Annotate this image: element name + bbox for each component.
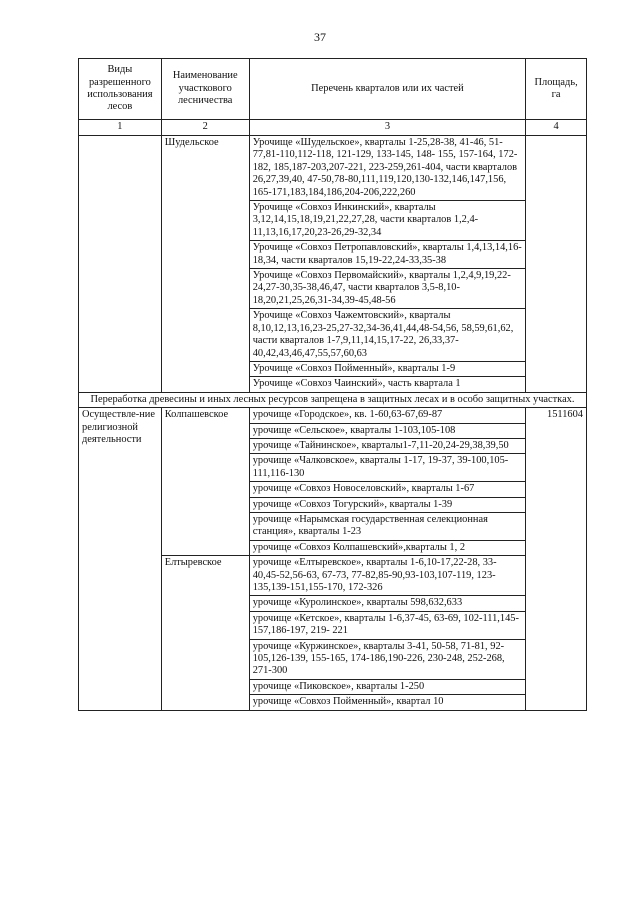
- header-forestry: Наименование участкового лесничества: [161, 59, 249, 120]
- quarter-entry: урочище «Сельское», кварталы 1-103,105-108: [249, 423, 526, 438]
- quarter-entry: урочище «Совхоз Тогурский», кварталы 1-39: [249, 497, 526, 512]
- page-number: 37: [314, 30, 326, 44]
- notice-row: [79, 392, 587, 407]
- quarter-entry: урочище «Елтыревское», кварталы 1-6,10-17,22-28, 33-40,45-52,56-63, 67-73, 77-82,85-90,93-103,107-119, 123-135,139-151,155-170, 172-326: [249, 556, 526, 596]
- column-number: 4: [526, 120, 587, 136]
- quarter-entry: урочище «Совхоз Новоселовский», кварталы 1-67: [249, 482, 526, 497]
- notice-text: Переработка древесины и иных лесных ресурсов запрещена в защитных лесах и в особо защитных участках.: [79, 392, 587, 407]
- quarter-entry: урочище «Совхоз Пойменный», квартал 10: [249, 695, 526, 710]
- forestry-name: Елтыревское: [161, 556, 249, 710]
- header-use-type: Виды разрешенного использования лесов: [79, 59, 162, 120]
- quarter-entry: урочище «Нарымская государственная селекционная станция», кварталы 1-23: [249, 512, 526, 540]
- quarter-entry: Урочище «Совхоз Первомайский», кварталы 1,2,4,9,19,22-24,27-30,35-38,46,47, части кварталов 3,5-8,10-18,20,21,25,26,31-34,39-45,48-56: [249, 269, 526, 309]
- quarter-entry: урочище «Совхоз Колпашевский»,кварталы 1, 2: [249, 540, 526, 555]
- quarter-entry: Урочище «Совхоз Инкинский», кварталы 3,12,14,15,18,19,21,22,27,28, части кварталов 1,2,4-11,13,16,17,20,23-26,29-32,34: [249, 201, 526, 241]
- quarter-entry: урочище «Пиковское», кварталы 1-250: [249, 679, 526, 694]
- quarter-entry: Урочище «Совхоз Чаинский», часть квартала 1: [249, 377, 526, 392]
- quarter-entry: урочище «Кетское», кварталы 1-6,37-45, 63-69, 102-111,145-157,186-197, 219- 221: [249, 611, 526, 639]
- quarter-entry: Урочище «Совхоз Чажемтовский», кварталы 8,10,12,13,16,23-25,27-32,34-36,41,44,48-54,56, 58,59,61,62, части кварталов 1-7,9,11,14,15,17-22, 26,33,37-40,42,43,46,47,55,57,60,63: [249, 309, 526, 362]
- quarter-entry: урочище «Куролинское», кварталы 598,632,633: [249, 596, 526, 611]
- quarter-entry: Урочище «Совхоз Пойменный», кварталы 1-9: [249, 361, 526, 376]
- column-number-row: [79, 120, 587, 136]
- quarter-entry: Урочище «Совхоз Петропавловский», кварталы 1,4,13,14,16-18,34, части кварталов 15,19-22,24-33,35-38: [249, 241, 526, 269]
- use-type-cell-empty: [79, 136, 162, 393]
- table-header-row: [79, 59, 587, 120]
- column-number: 1: [79, 120, 162, 136]
- column-number: 3: [249, 120, 526, 136]
- table-row: [79, 136, 587, 201]
- table-row: [79, 408, 587, 423]
- forestry-name: Шудельское: [161, 136, 249, 393]
- area-value: 1511604: [526, 408, 587, 711]
- quarter-entry: урочище «Городское», кв. 1-60,63-67,69-87: [249, 408, 526, 423]
- quarter-entry: урочище «Чалковское», кварталы 1-17, 19-37, 39-100,105-111,116-130: [249, 454, 526, 482]
- use-type-name: Осуществле-ние религиозной деятельности: [79, 408, 162, 711]
- header-quarters: Перечень кварталов или их частей: [249, 59, 526, 120]
- column-number: 2: [161, 120, 249, 136]
- quarter-entry: урочище «Тайнинское», кварталы1-7,11-20,24-29,38,39,50: [249, 438, 526, 453]
- area-cell-empty: [526, 136, 587, 393]
- quarter-entry: урочище «Куржинское», кварталы 3-41, 50-58, 71-81, 92-105,126-139, 155-165, 174-186,190-226, 230-248, 252-268, 271-300: [249, 639, 526, 679]
- forestry-name: Колпашевское: [161, 408, 249, 556]
- forest-use-table: [78, 58, 587, 711]
- quarter-entry: Урочище «Шудельское», кварталы 1-25,28-38, 41-46, 51-77,81-110,112-118, 121-129, 133-145, 148- 155, 157-164, 172-182, 185,187-203,207-221, 223-259,261-404, части кварталов 26,27,39,40, 47-50,78-80,111,119,120,130-132,146,147,156, 165-171,183,184,186,204-206,222,260: [249, 136, 526, 201]
- header-area: Площадь, га: [526, 59, 587, 120]
